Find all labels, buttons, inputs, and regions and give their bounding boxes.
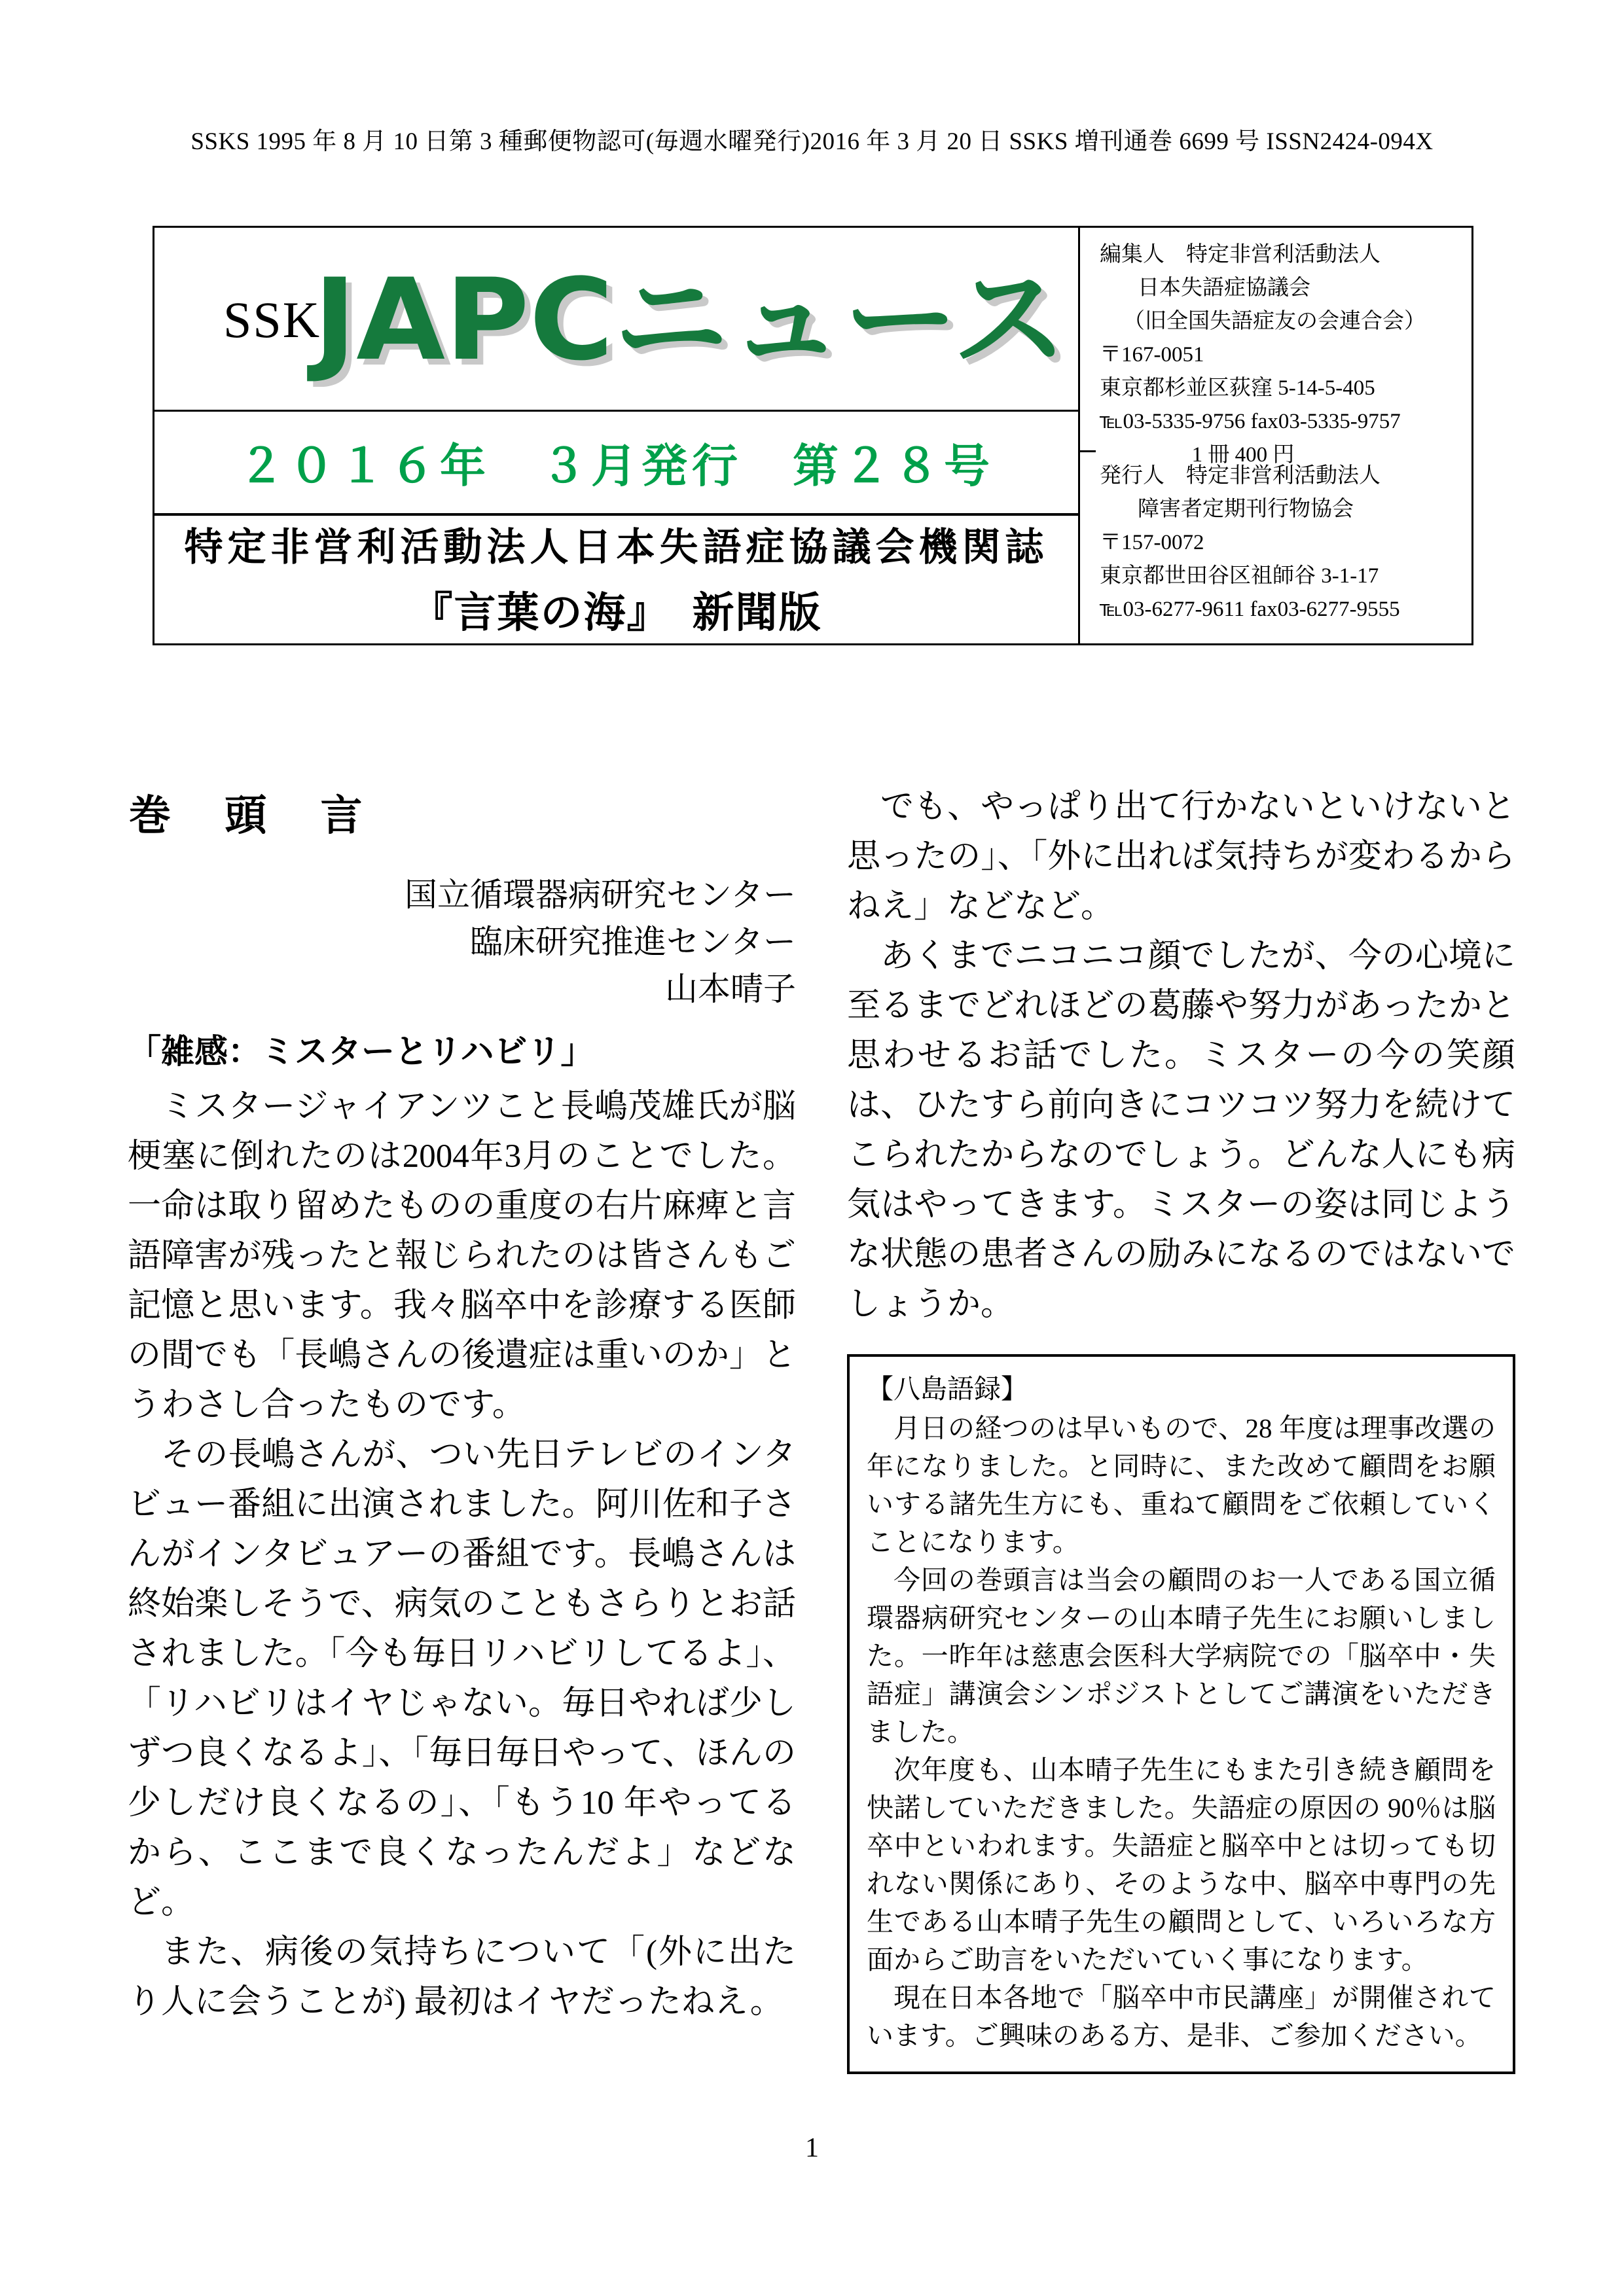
body-paragraph: でも、やっぱり出て行かないといけないと思ったの」、「外に出れば気持ちが変わるからねえ」などなど。 <box>847 789 1515 925</box>
editor-info-block <box>1100 238 1426 472</box>
body-paragraph: ミスタージャイアンツこと長嶋茂雄氏が脳梗塞に倒れたのは2004年3月のことでした。一命は取り留めたものの重度の右片麻痺と言語障害が残ったと報じられたのは皆さんもご記憶と思います。我々脳卒中を診療する医師の間でも「長嶋さんの後遺症は重いのか」とうわさし合ったものです。 <box>128 1088 796 1424</box>
editor-address: 東京都杉並区荻窪 5-14-5-405 <box>1100 376 1375 400</box>
publisher-line-1: 発行人 特定非営利活動法人 <box>1100 464 1380 488</box>
quote-box <box>847 1354 1515 2074</box>
article-columns <box>128 782 1515 2074</box>
editor-phone-fax: ℡03-5335-9756 fax03-5335-9757 <box>1100 410 1401 433</box>
body-paragraph: あくまでニコニコ顔でしたが、今の心境に至るまでどれほどの葛藤や努力があったかと思わせるお話でした。ミスターの今の笑顔は、ひたすら前向きにコツコツ努力を続けてこられたからなのでしょう。どんな人にも病気はやってきます。ミスターの姿は同じような状態の患者さんの励みになるのではないでしょうか。 <box>847 938 1515 1323</box>
publisher-postal-code: 〒157-0072 <box>1100 531 1204 554</box>
article-subtitle: 「雑感：ミスターとリハビリ」 <box>128 1033 594 1071</box>
journal-name-line: 『言葉の海』 新聞版 <box>410 589 822 637</box>
editor-line-3: （旧全国失語症友の会連合会） <box>1123 310 1426 333</box>
publisher-line-2: 障害者定期刊行物協会 <box>1138 497 1354 521</box>
publisher-phone-fax: ℡03-6277-9611 fax03-6277-9555 <box>1100 598 1400 621</box>
postal-registration-line: SSKS 1995 年 8 月 10 日第 3 種郵便物認可(毎週水曜発行)2016 年 3 月 20 日 SSKS 増刊通巻 6699 号 ISSN2424-094X <box>190 128 1434 155</box>
body-paragraph: また、病後の気持ちについて「(外に出たり人に会うことが) 最初はイヤだったねえ。 <box>128 1934 796 2020</box>
masthead-divider <box>1080 450 1096 452</box>
masthead <box>153 226 1473 645</box>
japc-news-logo-text: JAPCニュース <box>314 254 1068 386</box>
journal-org-line: 特定非営利活動法人日本失語症協議会機関誌 <box>184 524 1049 569</box>
masthead-right-cell <box>1080 228 1471 643</box>
publisher-info-block <box>1100 459 1400 626</box>
byline-affiliation-2: 臨床研究推進センター <box>470 924 796 960</box>
publisher-address: 東京都世田谷区祖師谷 3-1-17 <box>1100 564 1379 588</box>
quote-paragraph: 月日の経つのは早いもので、28 年度は理事改選の年になりました。と同時に、また改めて顧問をお願いする諸先生方にも、重ねて顧問をご依頼していくことになります。 <box>867 1413 1496 1557</box>
issue-date-text: ２０１６年 ３月発行 第２８号 <box>238 439 994 493</box>
body-paragraph: その長嶋さんが、つい先日テレビのインタビュー番組に出演されました。阿川佐和子さんがインタビュアーの番組です。長嶋さんは終始楽しそうで、病気のこともさらりとお話されました。「今も毎日リハビリしてるよ」、「リハビリはイヤじゃない。毎日やれば少しずつ良くなるよ」、「毎日毎日やって、ほんの少しだけ良くなるの」、「もう10 年やってるから、ここまで良くなったんだよ」などなど。 <box>128 1437 796 1921</box>
ssks-logo-text: SSKS <box>223 291 351 348</box>
column-right <box>847 782 1515 2074</box>
logo-row <box>154 228 1078 412</box>
editor-postal-code: 〒167-0051 <box>1100 343 1204 367</box>
masthead-left-cell <box>154 228 1080 643</box>
editor-line-2: 日本失語症協議会 <box>1138 276 1310 300</box>
editor-line-1: 編集人 特定非営利活動法人 <box>1100 243 1380 266</box>
page-title: 巻 頭 言 <box>129 792 382 840</box>
author-byline <box>128 871 796 1013</box>
column-left <box>128 782 796 2074</box>
page-number: 1 <box>805 2133 819 2163</box>
issue-price: 1 冊 400 円 <box>1191 443 1295 467</box>
quote-box-title: 【八島語録】 <box>867 1374 1028 1404</box>
quote-paragraph: 次年度も、山本晴子先生にもまた引き続き顧問を快諾していただきました。失語症の原因の 90％は脳卒中といわれます。失語症と脳卒中とは切っても切れない関係にあり、そのような中、脳卒中専門の先生である山本晴子先生の顧問として、いろいろな方面からご助言をいただいていく事になります。 <box>867 1755 1496 1975</box>
issue-date-row <box>154 412 1078 516</box>
journal-title-row <box>154 516 1078 643</box>
byline-affiliation-1: 国立循環器病研究センター <box>405 876 796 913</box>
quote-paragraph: 今回の巻頭言は当会の顧問のお一人である国立循環器病研究センターの山本晴子先生にお願いしました。一昨年は慈恵会医科大学病院での「脳卒中・失語症」講演会シンポジストとしてご講演をいただきました。 <box>867 1565 1496 1747</box>
byline-author-name: 山本晴子 <box>665 971 796 1007</box>
quote-paragraph: 現在日本各地で「脳卒中市民講座」が開催されています。ご興味のある方、是非、ご参加ください。 <box>867 1982 1496 2051</box>
